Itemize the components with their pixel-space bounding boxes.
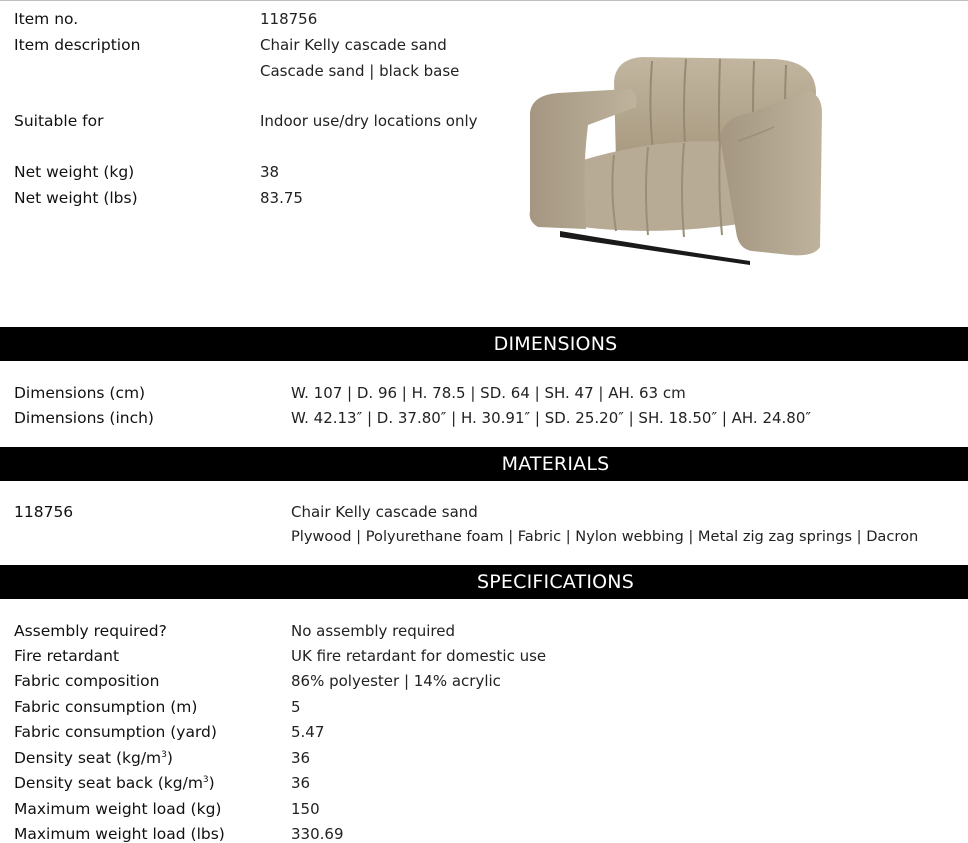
max-weight-lbs-label: Maximum weight load (lbs) <box>14 825 225 843</box>
assembly-label: Assembly required? <box>14 622 167 640</box>
fire-retardant-label: Fire retardant <box>14 647 120 665</box>
fabric-consumption-yard-label: Fabric consumption (yard) <box>14 723 217 741</box>
dimensions-inch-value: W. 42.13″ | D. 37.80″ | H. 30.91″ | SD. 25.20″ | SH. 18.50″ | AH. 24.80″ <box>291 409 811 427</box>
materials-list: Plywood | Polyurethane foam | Fabric | Nylon webbing | Metal zig zag springs | Dacron <box>291 528 919 545</box>
max-weight-lbs-value: 330.69 <box>291 825 344 843</box>
density-seat-back-close: ) <box>208 774 215 792</box>
specifications-title: SPECIFICATIONS <box>477 571 634 593</box>
max-weight-kg-value: 150 <box>291 800 320 818</box>
fabric-composition-value: 86% polyester | 14% acrylic <box>291 672 501 690</box>
fire-retardant-value: UK fire retardant for domestic use <box>291 647 547 665</box>
materials-code: 118756 <box>14 503 74 521</box>
materials-name: Chair Kelly cascade sand <box>291 503 478 521</box>
density-seat-back-label <box>14 774 215 792</box>
density-seat-back-label-text: Density seat back (kg/m <box>14 774 203 792</box>
materials-title: MATERIALS <box>501 453 610 475</box>
density-seat-value: 36 <box>291 749 311 767</box>
item-description-line1: Chair Kelly cascade sand <box>260 36 447 54</box>
suitable-for-value: Indoor use/dry locations only <box>260 112 478 130</box>
fabric-composition-label: Fabric composition <box>14 672 160 690</box>
net-weight-lbs-label: Net weight (lbs) <box>14 189 138 207</box>
fabric-consumption-yard-value: 5.47 <box>291 723 325 741</box>
armchair-photo <box>524 51 824 266</box>
specifications-header <box>0 565 968 599</box>
materials-header <box>0 447 968 481</box>
item-description-line2: Cascade sand | black base <box>260 62 460 80</box>
suitable-for-label: Suitable for <box>14 112 104 130</box>
density-seat-close: ) <box>166 749 173 767</box>
density-seat-back-sup: 3 <box>202 775 209 785</box>
dimensions-cm-label: Dimensions (cm) <box>14 384 146 402</box>
assembly-value: No assembly required <box>291 622 456 640</box>
fabric-consumption-m-label: Fabric consumption (m) <box>14 698 198 716</box>
density-seat-sup: 3 <box>161 750 167 760</box>
net-weight-kg-value: 38 <box>260 163 280 181</box>
net-weight-kg-label: Net weight (kg) <box>14 163 135 181</box>
item-description-label: Item description <box>14 36 141 54</box>
item-no-value: 118756 <box>260 10 318 28</box>
item-no-label: Item no. <box>14 10 79 28</box>
max-weight-kg-label: Maximum weight load (kg) <box>14 800 222 818</box>
fabric-consumption-m-value: 5 <box>291 698 301 716</box>
dimensions-header <box>0 327 968 361</box>
density-seat-back-value: 36 <box>291 774 311 792</box>
dimensions-title: DIMENSIONS <box>493 333 618 355</box>
density-seat-label <box>14 749 173 767</box>
dimensions-inch-label: Dimensions (inch) <box>14 409 154 427</box>
net-weight-lbs-value: 83.75 <box>260 189 303 207</box>
density-seat-label-text: Density seat (kg/m <box>14 749 162 767</box>
dimensions-cm-value: W. 107 | D. 96 | H. 78.5 | SD. 64 | SH. 47 | AH. 63 cm <box>291 384 686 402</box>
